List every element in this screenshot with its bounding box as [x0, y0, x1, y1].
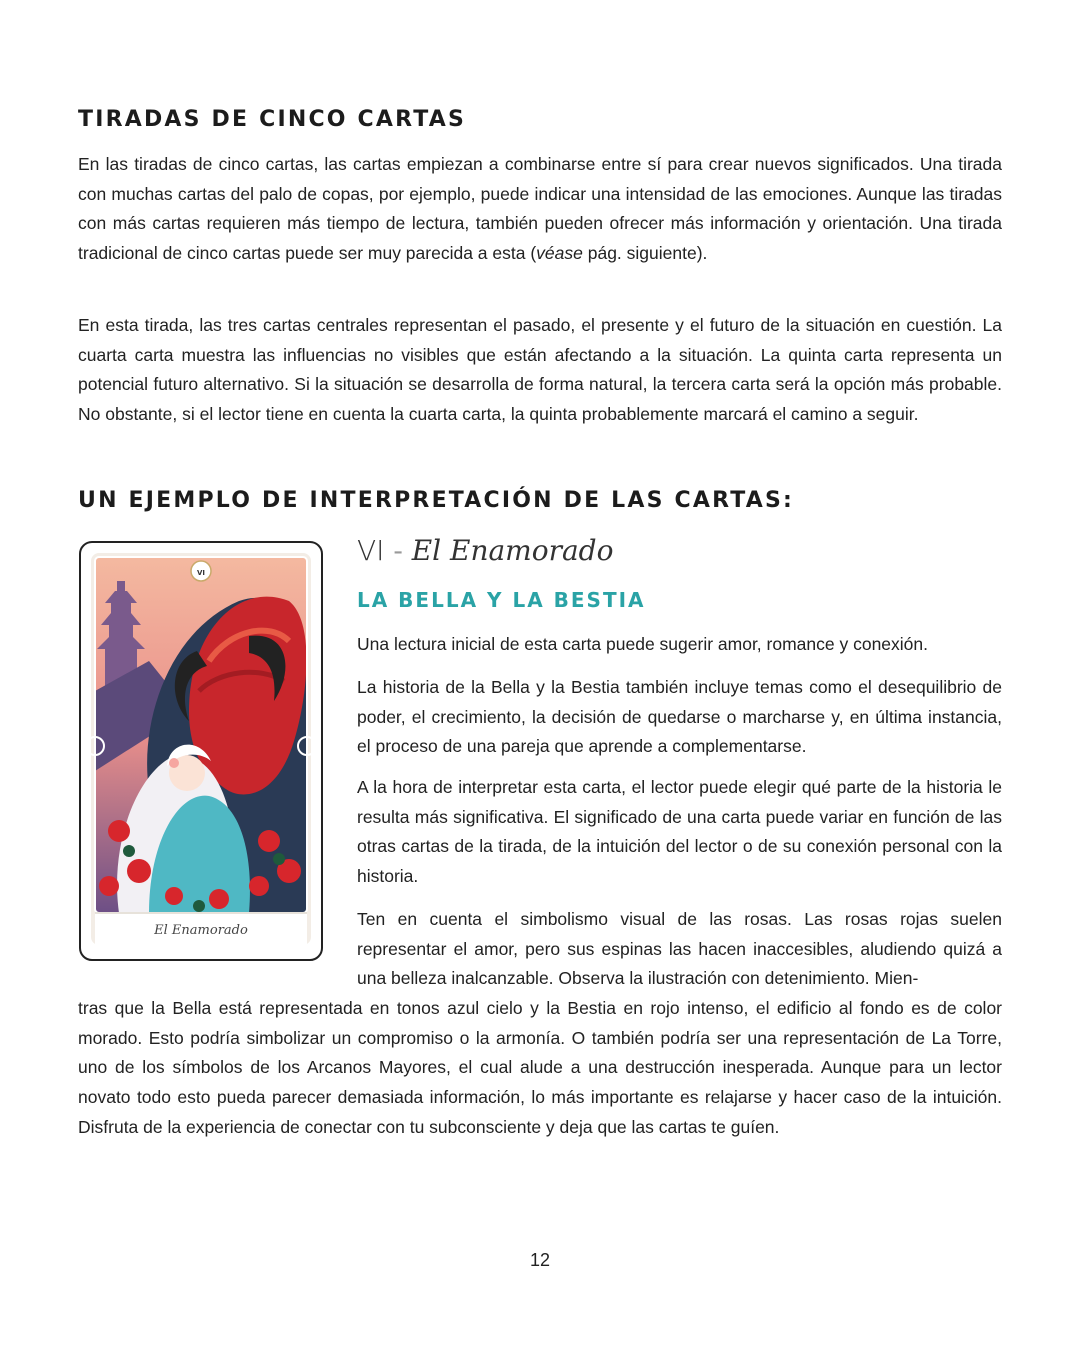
- card-title: [357, 534, 613, 567]
- paragraph-text-end: pág. siguiente).: [582, 243, 708, 264]
- title-separator: -: [393, 534, 403, 567]
- card-subtitle: LA BELLA Y LA BESTIA: [357, 588, 646, 612]
- card-paragraph-3: A la hora de interpretar esta carta, el lector puede elegir qué parte de la historia le resulta más significativa. El significado de una carta puede variar en función de las otras cartas de la tirada, de la intuición del lector o de su conexión personal con la historia.: [357, 777, 1002, 887]
- card-numeral: VI: [357, 534, 385, 567]
- card-name: El Enamorado: [411, 534, 614, 567]
- section-heading-interpretation-example: UN EJEMPLO DE INTERPRETACIÓN DE LAS CARTAS:: [78, 488, 795, 513]
- page-number: 12: [529, 1250, 551, 1270]
- paragraph-five-card-intro: [78, 150, 1002, 269]
- paragraph-italic-ref: véase: [536, 243, 583, 264]
- card-paragraph-4: Ten en cuenta el simbolismo visual de las rosas. Las rosas rojas suelen representar el amor, pero sus espinas las hacen inaccesibles, aludiendo quizá a una belleza inalcanzable. Observa la ilustración con detenimiento. Mien-: [357, 909, 1002, 989]
- card-top-numeral: VI: [196, 569, 206, 577]
- card-paragraph-1: Una lectura inicial de esta carta puede sugerir amor, romance y conexión.: [357, 634, 928, 654]
- tarot-card-illustration: [79, 541, 323, 961]
- paragraph-text: En las tiradas de cinco cartas, las cartas empiezan a combinarse entre sí para crear nuevos significados. Una tirada con muchas cartas del palo de copas, por ejemplo, puede indicar una intensidad de las emociones. Aunque las tiradas con más cartas requieren más tiempo de lectura, también pueden ofrecer más información y orientación. Una tirada tradicional de cinco cartas puede ser muy parecida a esta (: [78, 154, 1002, 264]
- paragraph-spread-explanation: En esta tirada, las tres cartas centrales representan el pasado, el presente y el futuro de la situación en cuestión. La cuarta carta muestra las influencias no visibles que están afectando a la situación. La quinta carta representa un potencial futuro alternativo. Si la situación se desarrolla de forma natural, la tercera carta será la opción más probable. No obstante, si el lector tiene en cuenta la cuarta carta, la quinta probablemente marcará el camino a seguir.: [78, 315, 1002, 425]
- section-heading-five-card-spreads: TIRADAS DE CINCO CARTAS: [78, 107, 467, 132]
- card-paragraph-2: La historia de la Bella y la Bestia también incluye temas como el desequilibrio de poder, el crecimiento, la decisión de quedarse o marcharse y, en última instancia, el proceso de una pareja que aprende a complementarse.: [357, 677, 1002, 757]
- paragraph-continuation: tras que la Bella está representada en tonos azul cielo y la Bestia en rojo intenso, el edificio al fondo es de color morado. Esto podría simbolizar un compromiso o la armonía. O también podría ser una representación de La Torre, uno de los símbolos de los Arcanos Mayores, el cual alude a una destrucción inesperada. Aunque para un lector novato todo esto pueda parecer demasiada información, lo más importante es relajarse y hacer caso de la intuición. Disfruta de la experiencia de conectar con tu subconsciente y deja que las cartas te guíen.: [78, 998, 1002, 1137]
- card-caption: El Enamorado: [154, 923, 248, 938]
